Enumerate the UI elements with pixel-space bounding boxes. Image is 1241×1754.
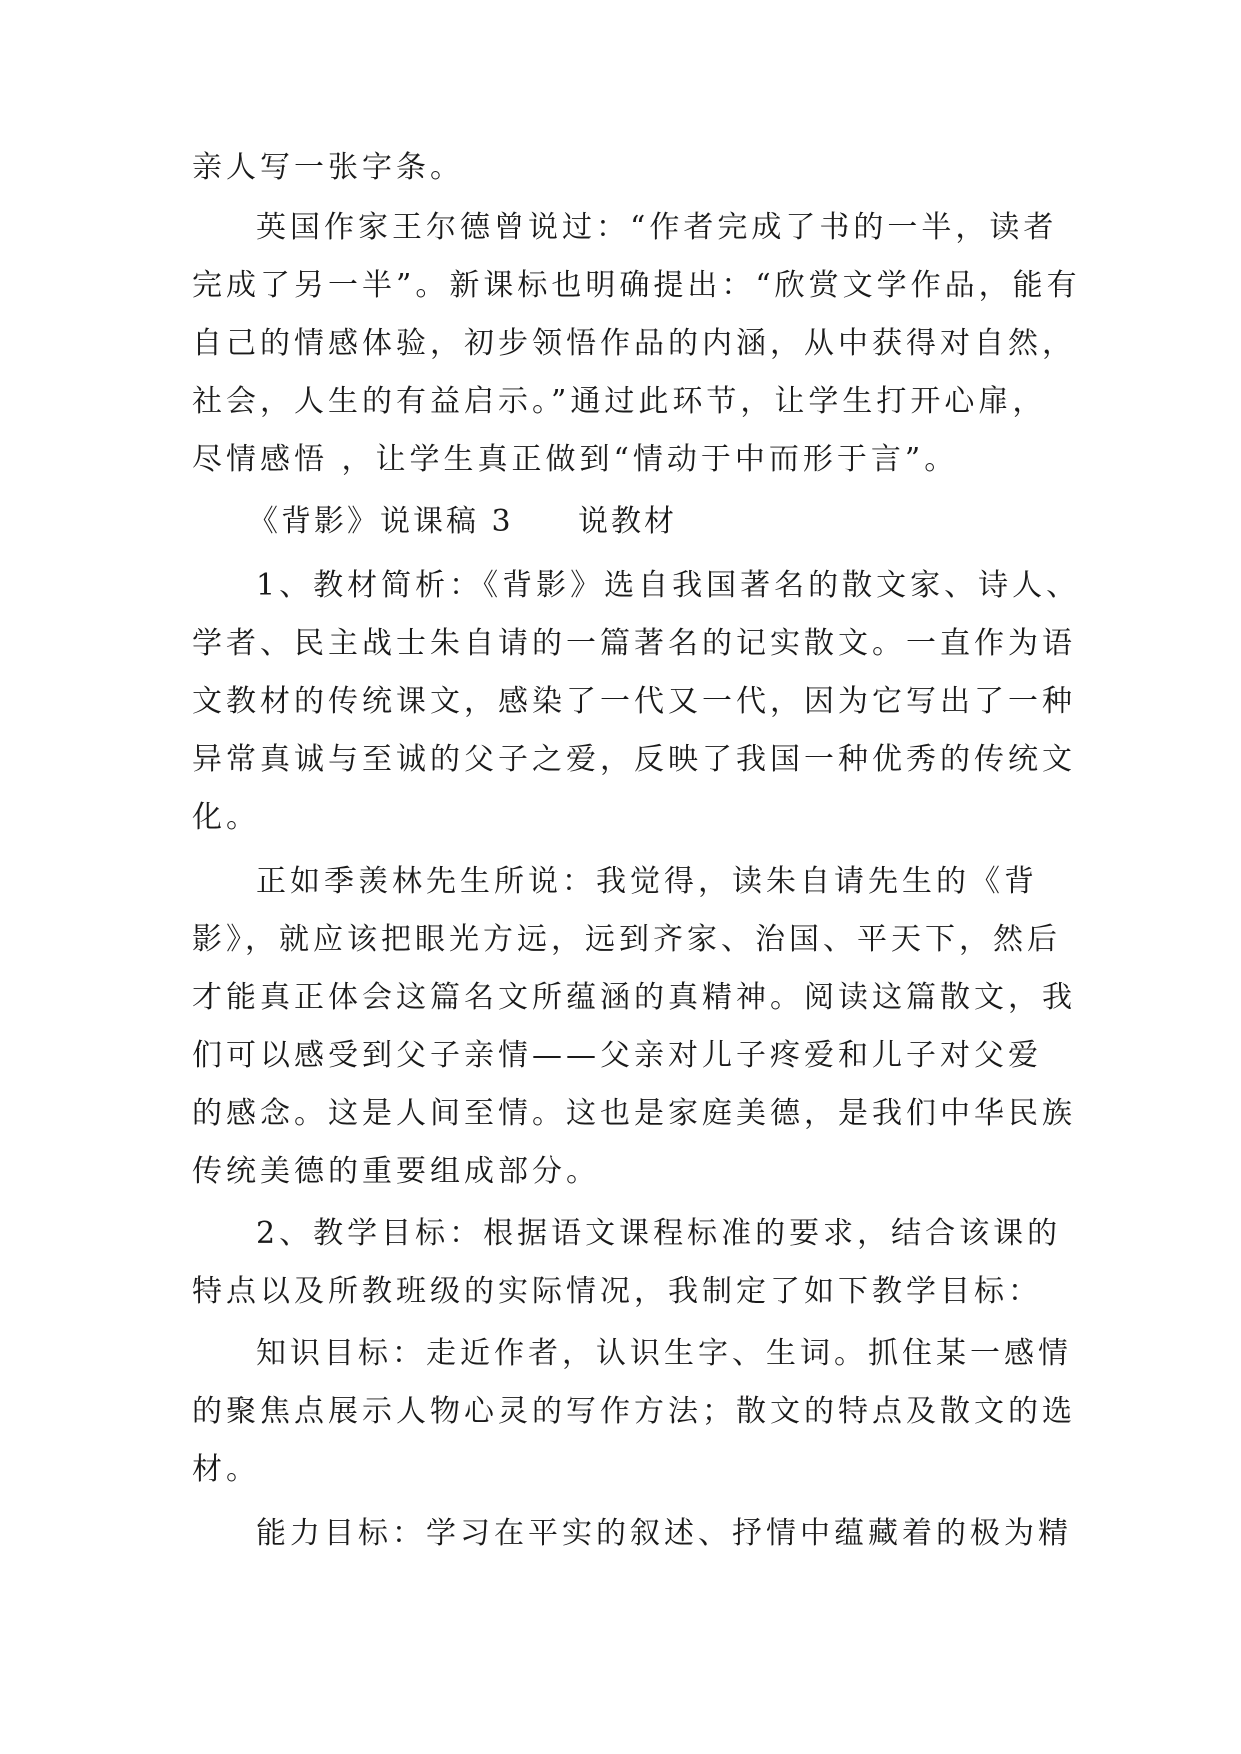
text-line: 传统美德的重要组成部分。 [192, 1154, 600, 1189]
text-line: 化。 [192, 800, 260, 835]
text-line: 知识目标：走近作者，认识生字、生词。抓住某一感情 [256, 1336, 1072, 1371]
text-line: 的感念。这是人间至情。这也是家庭美德，是我们中华民族 [192, 1096, 1076, 1131]
section-title: 《背影》说课稿 3 [248, 504, 514, 539]
text-line: 学者、民主战士朱自请的一篇著名的记实散文。一直作为语 [192, 626, 1076, 661]
text-line: 才能真正体会这篇名文所蕴涵的真精神。阅读这篇散文，我 [192, 980, 1076, 1015]
text-line: 特点以及所教班级的实际情况，我制定了如下教学目标： [192, 1274, 1042, 1309]
text-line: 材。 [192, 1452, 260, 1487]
text-line: 完成了另一半”。新课标也明确提出：“欣赏文学作品，能有 [192, 268, 1081, 303]
section-subtitle: 说教材 [578, 504, 677, 539]
text-line: 亲人写一张字条。 [192, 150, 464, 185]
text-line: 2、教学目标：根据语文课程标准的要求，结合该课的 [256, 1216, 1062, 1251]
text-line: 正如季羡林先生所说：我觉得，读朱自请先生的《背 [256, 864, 1038, 899]
text-line: 能力目标：学习在平实的叙述、抒情中蕴藏着的极为精 [256, 1516, 1072, 1551]
text-line: 1、教材简析：《背影》选自我国著名的散文家、诗人、 [256, 568, 1081, 603]
text-line: 社会，人生的有益启示。”通过此环节，让学生打开心扉， [192, 384, 1047, 419]
text-line: 影》，就应该把眼光方远，远到齐家、治国、平天下，然后 [192, 922, 1061, 957]
text-line: 英国作家王尔德曾说过：“作者完成了书的一半，读者 [256, 210, 1058, 245]
text-line: 文教材的传统课文，感染了一代又一代，因为它写出了一种 [192, 684, 1076, 719]
text-line: 异常真诚与至诚的父子之爱，反映了我国一种优秀的传统文 [192, 742, 1076, 777]
text-line: 们可以感受到父子亲情——父亲对儿子疼爱和儿子对父爱 [192, 1038, 1042, 1073]
text-line: 的聚焦点展示人物心灵的写作方法；散文的特点及散文的选 [192, 1394, 1076, 1429]
text-line: 自己的情感体验，初步领悟作品的内涵，从中获得对自然， [192, 326, 1076, 361]
text-line: 尽情感悟 ，让学生真正做到“情动于中而形于言”。 [192, 442, 959, 477]
